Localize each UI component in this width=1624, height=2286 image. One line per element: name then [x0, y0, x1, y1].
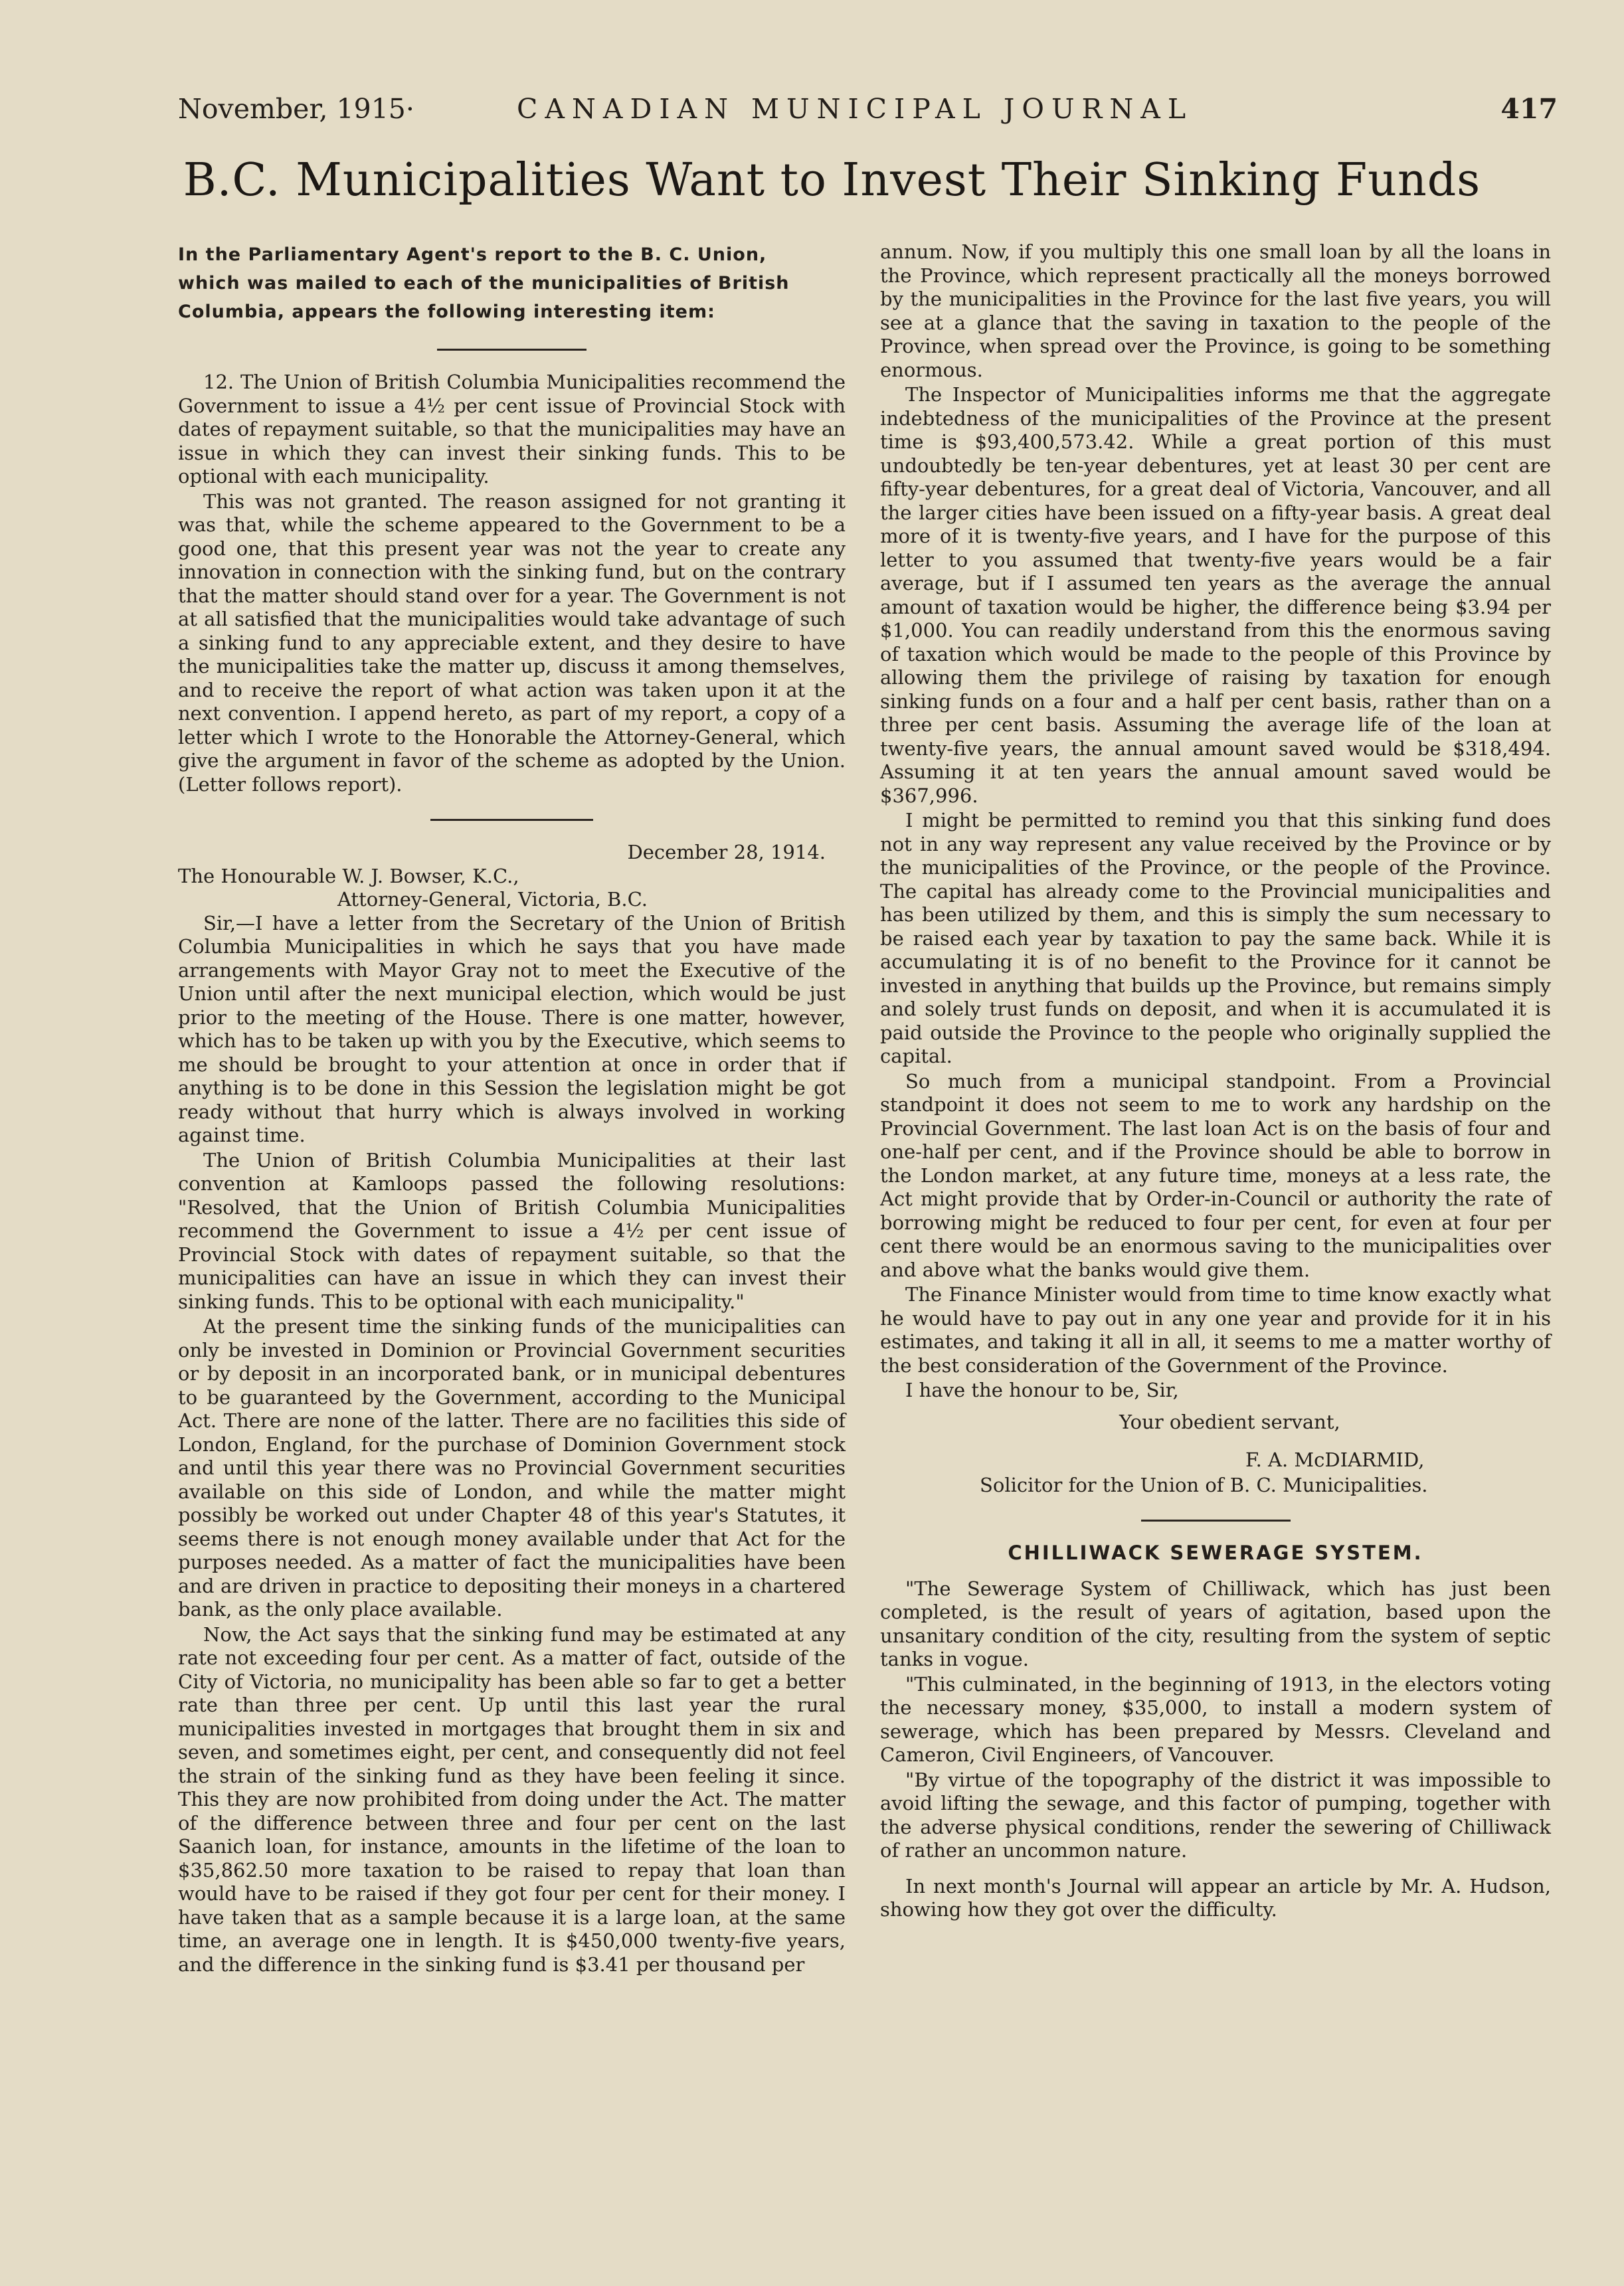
letter-paragraph: Sir,—I have a letter from the Secretary of the Union of British Columbia Municipalities in which he says that you have made arrangements with Mayor Gray not to meet the Executive of the Union until after the next municipal election, which would be just prior to the meeting of the House. There is one matter, however, which has to be taken up with you by the Executive, which seems to me should be brought to your attention at once in order that if anything is to be done in this Session the legislation might be got ready without that hurry which is always involved in working against time. [178, 911, 846, 1146]
chilliwack-paragraph: "By virtue of the topography of the district it was impossible to avoid lifting the sewage, and this factor of pumping, together with the adverse physical conditions, render the sewering of Chilliwack of rather an uncommon nature. [880, 1768, 1551, 1862]
divider-rule [437, 349, 586, 351]
divider-rule [430, 819, 593, 821]
intro-paragraph: In the Parliamentary Agent's report to the B. C. Union, which was mailed to each of the municipalities of British Columbia, appears the following interesting item: [178, 244, 790, 322]
journal-name: CANADIAN MUNICIPAL JOURNAL [517, 93, 1194, 125]
item-12-paragraph: 12. The Union of British Columbia Municipalities recommend the Government to issue a 4½ per cent issue of Provincial Stock with dates of repayment suitable, so that the municipalities may have an issue in which they can invest their sinking funds. This to be optional with each municipality. [178, 371, 846, 487]
letter-paragraph: At the present time the sinking funds of the municipalities can only be invested in Dominion or Provincial Government securities or by deposit in an incorporated bank, or in municipal debentures to be guaranteed by the Government, according to the Municipal Act. There are none of the latter. There are no facilities this side of London, England, for the purchase of Dominion Government stock and until this year there was no Provincial Government securities available on this side of London, and while the matter might possibly be worked out under Chapter 48 of this year's Statutes, it seems there is not enough money available under that Act for the purposes needed. As a matter of fact the municipalities have been and are driven in practice to depositing their moneys in a chartered bank, as the only place available. [178, 1315, 846, 1621]
signature-name: F. A. McDIARMID, [1245, 1449, 1425, 1471]
closing-salutation: Your obedient servant, [1119, 1410, 1340, 1433]
letter-paragraph: annum. Now, if you multiply this one small loan by all the loans in the Province, which represent practically all the moneys borrowed by the municipalities in the Province for the last five years, you will see at a glance that the saving in taxation to the people of the Province, when spread over the Province, is going to be something enormous. [880, 240, 1551, 381]
issue-date: November, 1915· [178, 93, 414, 125]
addressee-name: The Honourable W. J. Bowser, K.C., [178, 864, 519, 887]
addressee-title: Attorney-General, Victoria, B.C. [337, 888, 648, 911]
right-column [880, 240, 1551, 1922]
article-headline: B.C. Municipalities Want to Invest Their Sinking Funds [183, 154, 1481, 207]
letter-paragraph: The Finance Minister would from time to time know exactly what he would have to pay out in any one year and provide for it in his estimates, and taking it all in all, it seems to me a matter worthy of the best consideration of the Government of the Province. [880, 1283, 1551, 1377]
letter-paragraph: So much from a municipal standpoint. From a Provincial standpoint it does not seem to me to work any hardship on the Provincial Government. The last loan Act is on the basis of four and one-half per cent, and if the Province should be able to borrow in the London market, at any future time, moneys at a less rate, the Act might provide that by Order-in-Council or authority the rate of borrowing might be reduced to four per cent, for even at four per cent there would be an enormous saving to the municipalities over and above what the banks would give them. [880, 1069, 1551, 1281]
signature-title: Solicitor for the Union of B. C. Municipalities. [980, 1473, 1428, 1496]
section-title: CHILLIWACK SEWERAGE SYSTEM. [1008, 1541, 1423, 1564]
chilliwack-paragraph: "This culminated, in the beginning of 1913, in the electors voting the necessary money, $35,000, to install a modern system of sewerage, which has been prepared by Messrs. Cleveland and Cameron, Civil Engineers, of Vancouver. [880, 1672, 1551, 1766]
closing-line: I have the honour to be, Sir, [905, 1379, 1179, 1401]
page-number: 417 [1500, 93, 1558, 125]
letter-paragraph: The Inspector of Municipalities informs me that the aggregate indebtedness of the municipalities of the Province at the present time is $93,400,573.42. While a great portion of this must undoubtedly be ten-year debentures, yet at least 30 per cent are fifty-year debentures, for a great deal of Victoria, Vancouver, and all the larger cities have been issued on a fifty-year basis. A great deal more of it is twenty-five years, and I have for the purpose of this letter to you assumed that twenty-five years would be a fair average, but if I assumed ten years as the average the annual amount of taxation would be higher, the difference being $3.94 per $1,000. You can readily understand from this the enormous saving of taxation which would be made to the people of this Province by allowing them the privilege of raising by taxation for enough sinking funds on a four and a half per cent basis, rather than on a three per cent basis. Assuming the average life of the loan at twenty-five years, the annual amount saved would be $318,494. Assuming it at ten years the annual amount saved would be $367,996. [880, 383, 1551, 807]
letter-paragraph: I might be permitted to remind you that this sinking fund does not in any way represent any value received by the Province or by the municipalities of the Province, or the people of the Province. The capital has already come to the Provincial municipalities and has been utilized by them, and this is simply the sum necessary to be raised each year by taxation to pay the same back. While it is accumulating it is of no benefit to the Province for it cannot be invested in anything that builds up the Province, but remains simply and solely trust funds on deposit, and when it is accumulated it is paid outside the Province to the people who originally supplied the capital. [880, 809, 1551, 1067]
letter-paragraph: Now, the Act says that the sinking fund may be estimated at any rate not exceeding four per cent. As a matter of fact, outside of the City of Victoria, no municipality has been able so far to get a better rate than three per cent. Up until this last year the rural municipalities invested in mortgages that brought them in six and seven, and sometimes eight, per cent, and consequently did not feel the strain of the sinking fund as they have been feeling it since. This they are now prohibited from doing under the Act. The matter of the difference between three and four per cent on the last Saanich loan, for instance, amounts in the lifetime of the loan to $35,862.50 more taxation to be raised to repay that loan than would have to be raised if they got four per cent for their money. I have taken that as a sample because it is a large loan, at the same time, an average one in length. It is $450,000 twenty-five years, and the difference in the sinking fund is $3.41 per thousand per [178, 1623, 846, 1976]
chilliwack-paragraph: In next month's Journal will appear an article by Mr. A. Hudson, showing how they got over the difficulty. [880, 1874, 1551, 1921]
running-header [178, 93, 1558, 133]
left-column [178, 240, 846, 1977]
divider-rule [1141, 1520, 1291, 1522]
chilliwack-paragraph: "The Sewerage System of Chilliwack, which has just been completed, is the result of years of agitation, based upon the unsanitary condition of the city, resulting from the system of septic tanks in vogue. [880, 1577, 1551, 1670]
not-granted-paragraph: This was not granted. The reason assigned for not granting it was that, while the scheme appeared to the Government to be a good one, that this present year was not the year to create any innovation in connection with the sinking fund, but on the contrary that the matter should stand over for a year. The Government is not at all satisfied that the municipalities would take advantage of such a sinking fund to any appreciable extent, and they desire to have the municipalities take the matter up, discuss it among themselves, and to receive the report of what action was taken upon it at the next convention. I append hereto, as part of my report, a copy of a letter which I wrote to the Honorable the Attorney-General, which give the argument in favor of the scheme as adopted by the Union. (Letter follows report). [178, 489, 846, 796]
letter-date: December 28, 1914. [627, 841, 826, 863]
letter-paragraph: The Union of British Columbia Municipalities at their last convention at Kamloops passed the following resolutions: "Resolved, that the Union of British Columbia Municipalities recommend the Government to issue a 4½ per cent issue of Provincial Stock with dates of repayment suitable, so that the municipalities can have an issue in which they can invest their sinking funds. This to be optional with each municipality." [178, 1148, 846, 1313]
